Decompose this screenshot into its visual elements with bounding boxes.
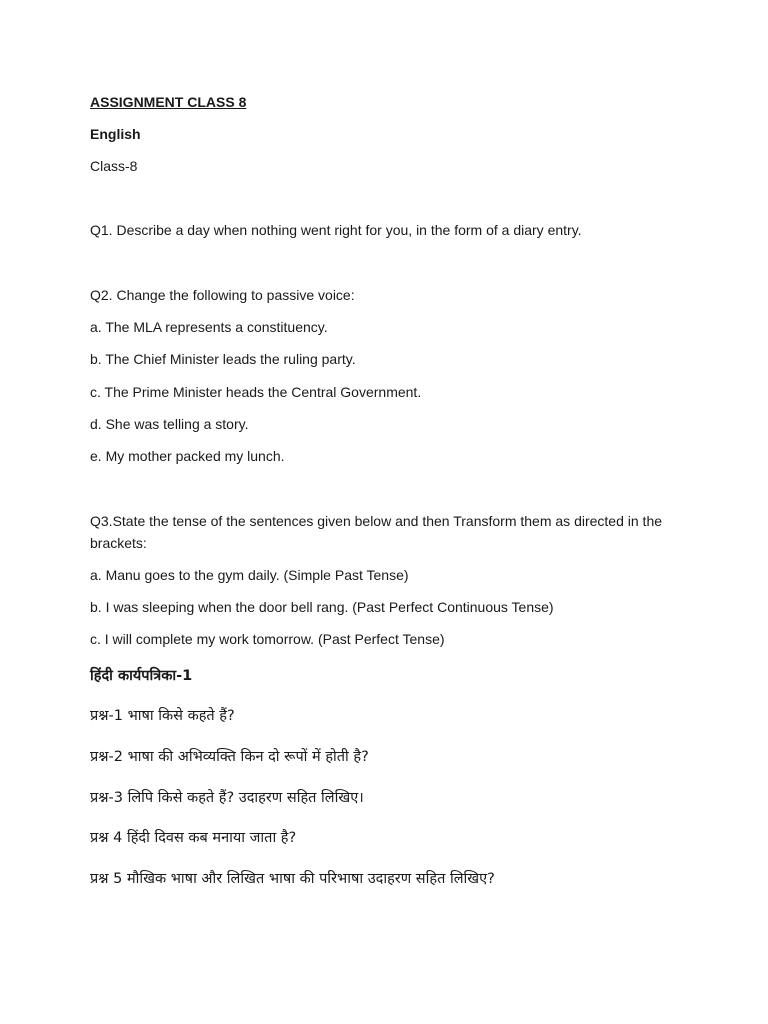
- question-3-item: c. I will complete my work tomorrow. (Past Perfect Tense): [90, 631, 445, 647]
- hindi-question: प्रश्न 4 हिंदी दिवस कब मनाया जाता है?: [90, 830, 297, 846]
- question-3-item: b. I was sleeping when the door bell rang. (Past Perfect Continuous Tense): [90, 599, 554, 615]
- hindi-heading: हिंदी कार्यपत्रिका-1: [90, 668, 193, 684]
- question-2-item: b. The Chief Minister leads the ruling party.: [90, 351, 356, 367]
- question-3-item: a. Manu goes to the gym daily. (Simple Past Tense): [90, 567, 409, 583]
- question-3: Q3.State the tense of the sentences given below and then Transform them as directed in the brackets:: [90, 513, 663, 551]
- class-label: Class-8: [90, 158, 138, 174]
- subject-heading: English: [90, 126, 141, 142]
- question-2-item: d. She was telling a story.: [90, 416, 249, 432]
- hindi-question: प्रश्न-1 भाषा किसे कहते हैं?: [90, 708, 235, 724]
- question-2: Q2. Change the following to passive voice:: [90, 287, 355, 303]
- question-2-item: a. The MLA represents a constituency.: [90, 319, 328, 335]
- hindi-question: प्रश्न-3 लिपि किसे कहते हैं? उदाहरण सहित लिखिए।: [90, 790, 364, 806]
- hindi-question: प्रश्न-2 भाषा की अभिव्यक्ति किन दो रूपों में होती है?: [90, 749, 369, 765]
- question-2-item: e. My mother packed my lunch.: [90, 448, 285, 464]
- document-title: ASSIGNMENT CLASS 8: [90, 94, 247, 110]
- hindi-question: प्रश्न 5 मौखिक भाषा और लिखित भाषा की परिभाषा उदाहरण सहित लिखिए?: [90, 871, 495, 887]
- question-2-item: c. The Prime Minister heads the Central Government.: [90, 384, 422, 400]
- question-1: Q1. Describe a day when nothing went right for you, in the form of a diary entry.: [90, 222, 582, 238]
